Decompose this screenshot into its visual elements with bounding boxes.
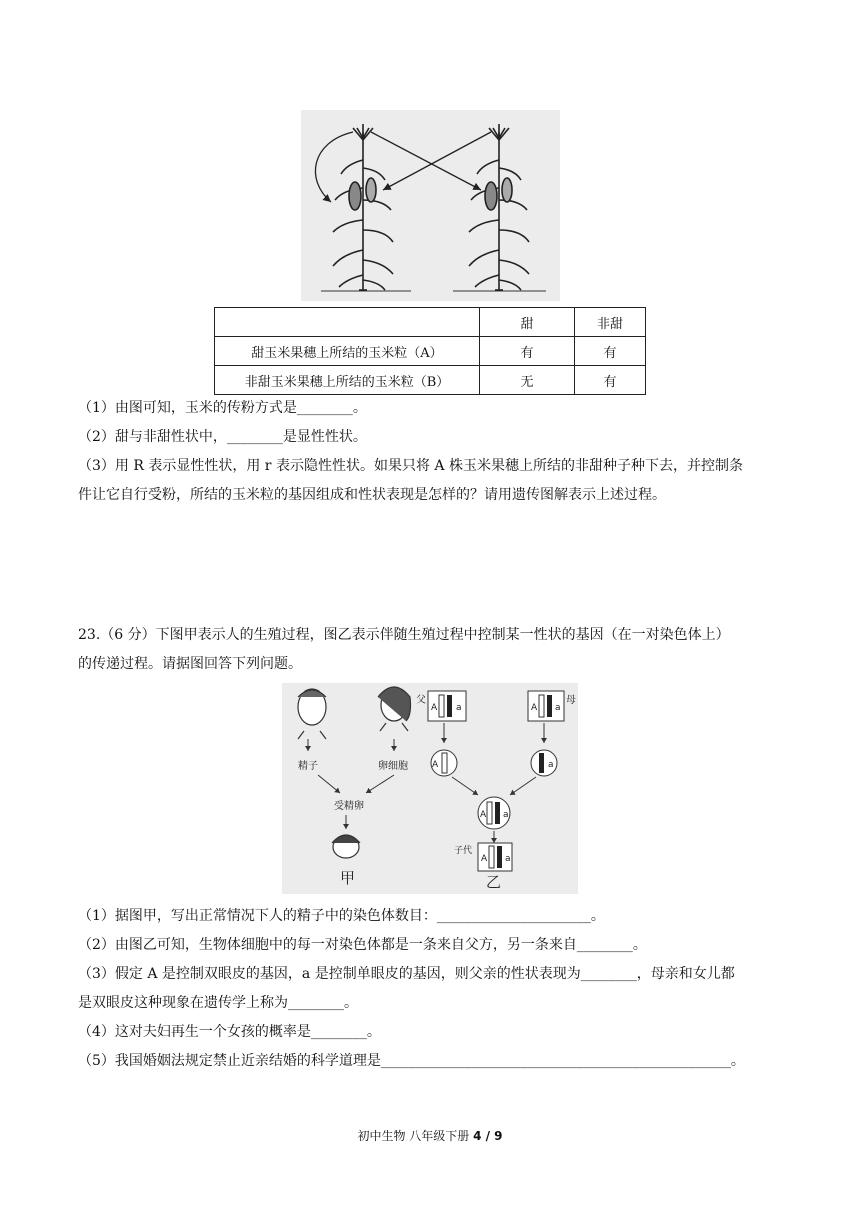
- q23-part3-line2: 是双眼皮这种现象在遗传学上称为________。: [78, 995, 358, 1011]
- q23-part5: （5）我国婚姻法规定禁止近亲结婚的科学道理是__________________________________________________。: [78, 1053, 745, 1069]
- table-cell: 非甜: [575, 308, 646, 337]
- table-row: [215, 337, 646, 366]
- svg-text:A: A: [432, 760, 439, 770]
- figure-yi-label: 乙: [486, 873, 502, 891]
- table-cell: 有: [575, 337, 646, 366]
- table-cell: 有: [575, 366, 646, 395]
- corn-pollination-figure: [301, 110, 560, 301]
- q23-part3-line1: （3）假定 A 是控制双眼皮的基因，a 是控制单眼皮的基因，则父亲的性状表现为________，母亲和女儿都: [78, 966, 735, 982]
- q22-part1: （1）由图可知，玉米的传粉方式是________。: [78, 400, 367, 416]
- father-label: 父: [416, 695, 426, 706]
- q23-part4: （4）这对夫妇再生一个女孩的概率是________。: [78, 1024, 381, 1040]
- corn-plants-illustration: [301, 110, 560, 301]
- page-footer: [0, 1128, 860, 1144]
- mother-label: 母: [566, 695, 576, 706]
- table-cell: 甜玉米果穗上所结的玉米粒（A）: [215, 337, 480, 366]
- svg-text:a: a: [505, 854, 511, 864]
- footer-text: 初中生物 八年级下册: [357, 1129, 474, 1143]
- q23-stem-line1: 23.（6 分）下图甲表示人的生殖过程，图乙表示伴随生殖过程中控制某一性状的基因（在一对染色体上）: [78, 627, 730, 643]
- q23-stem-line2: 的传递过程。请据图回答下列问题。: [78, 656, 302, 672]
- left-corn-plant: [333, 124, 393, 290]
- page-number: 4 / 9: [473, 1129, 503, 1143]
- reproduction-figure: [282, 683, 578, 894]
- svg-text:a: a: [456, 703, 462, 713]
- q22-part3-line2: 件让它自行受粉，所结的玉米粒的基因组成和性状表现是怎样的？请用遗传图解表示上述过程。: [78, 487, 666, 503]
- table-cell: 非甜玉米果穗上所结的玉米粒（B）: [215, 366, 480, 395]
- svg-text:A: A: [480, 810, 487, 820]
- q22-part3-line1: （3）用 R 表示显性性状，用 r 表示隐性性状。如果只将 A 株玉米果穗上所结的非甜种子种下去，并控制条: [78, 458, 743, 474]
- child-face-icon: [332, 835, 360, 858]
- svg-text:a: a: [555, 703, 561, 713]
- svg-text:a: a: [548, 760, 554, 770]
- father-face-icon: [298, 689, 326, 739]
- svg-text:A: A: [531, 703, 538, 713]
- sperm-label: 精子: [298, 761, 318, 772]
- table-row: [215, 366, 646, 395]
- offspring-label: 子代: [454, 846, 473, 856]
- table-cell: 无: [480, 366, 575, 395]
- egg-label: 卵细胞: [378, 761, 408, 772]
- mother-face-icon: [378, 687, 411, 731]
- table-cell: [215, 308, 480, 337]
- svg-text:A: A: [431, 703, 438, 713]
- svg-text:A: A: [481, 854, 488, 864]
- q23-part1: （1）据图甲，写出正常情况下人的精子中的染色体数目：______________________。: [78, 908, 605, 924]
- q22-part2: （2）甜与非甜性状中，________是显性性状。: [78, 429, 367, 445]
- right-corn-plant: [469, 124, 529, 290]
- table-cell: 有: [480, 337, 575, 366]
- zygote-label: 受精卵: [334, 801, 364, 812]
- table-cell: 甜: [480, 308, 575, 337]
- table-row: [215, 308, 646, 337]
- figure-jia-label: 甲: [340, 869, 356, 887]
- svg-text:a: a: [503, 810, 509, 820]
- sweetness-trait-table: [214, 307, 646, 395]
- q23-part2: （2）由图乙可知，生物体细胞中的每一对染色体都是一条来自父方，另一条来自________。: [78, 937, 647, 953]
